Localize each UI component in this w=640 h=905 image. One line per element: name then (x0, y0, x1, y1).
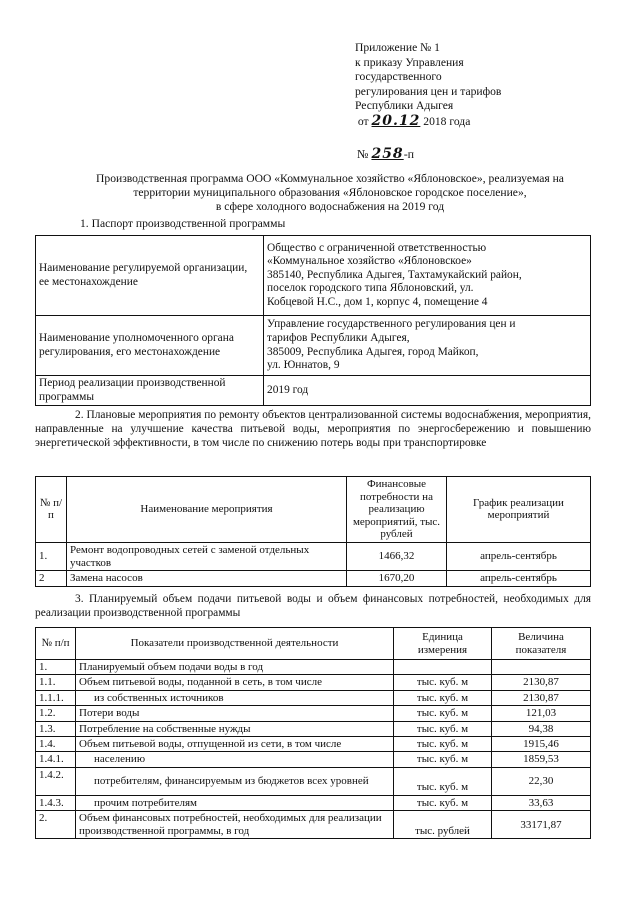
col-header-unit: Единица измерения (394, 628, 492, 660)
table-header-row (36, 628, 591, 660)
passport-label: Период реализации производственной программы (36, 376, 264, 406)
table-row: 2 Замена насосов 1670,20 апрель-сентябрь (36, 571, 591, 587)
col-header-finance: Финансовые потребности на реализацию мероприятий, тыс. рублей (347, 477, 447, 543)
appendix-line: Республики Адыгея (355, 99, 454, 113)
handwritten-number: 258 (371, 146, 404, 162)
table-header-row (36, 477, 591, 543)
table-row: 1.4. Объем питьевой воды, отпущенной из сети, в том числе тыс. куб. м 1915,46 (36, 737, 591, 752)
table-row: 1. Ремонт водопроводных сетей с заменой отдельных участков 1466,32 апрель-сентябрь (36, 542, 591, 570)
program-title: Производственная программа ООО «Коммунальное хозяйство «Яблоновское», реализуемая на территории муниципального образования «Яблоновское городское поселение», в сфере холодного водоснабжения на 2019 год (96, 172, 564, 214)
table-row (36, 376, 591, 406)
col-header-schedule: График реализации мероприятий (447, 477, 591, 543)
measures-table (35, 476, 591, 587)
table-row: 1.2. Потери воды тыс. куб. м 121,03 (36, 706, 591, 721)
indicators-table (35, 627, 591, 839)
section1-heading: 1. Паспорт производственной программы (80, 217, 286, 230)
table-row (36, 236, 591, 316)
col-header-num: № п/п (36, 628, 76, 660)
col-header-num: № п/п (36, 477, 67, 543)
table-row (36, 316, 591, 376)
table-row: 1.1.1. из собственных источников тыс. куб. м 2130,87 (36, 690, 591, 705)
appendix-date: от 20.12 2018 года (357, 112, 471, 129)
table-row: 1.4.1. населению тыс. куб. м 1859,53 (36, 752, 591, 767)
table-row: 2. Объем финансовых потребностей, необходимых для реализации производственной программы, в год тыс. рублей 33171,87 (36, 811, 591, 839)
appendix-line: Приложение № 1 (355, 41, 440, 54)
section2-text: 2. Плановые мероприятия по ремонту объектов централизованной системы водоснабжения, мероприятия, направленные на улучшение качества питьевой воды, мероприятия по энергосбережению и повышению энергетической эффективности, в том числе по снижению потерь воды при транспортировке (35, 409, 591, 450)
appendix-line: государственного (355, 70, 442, 84)
handwritten-date: 20.12 (371, 112, 421, 129)
passport-value: Общество с ограниченной ответственностью «Коммунальное хозяйство «Яблоновское» 385140, Республика Адыгея, Тахтамукайский район, поселок городского типа Яблоновский, ул. Кобцевой Н.С., дом 1, корпус 4, помещение 4 (264, 236, 591, 316)
passport-label: Наименование регулируемой организации, ее местонахождение (36, 236, 264, 316)
table-row: 1.4.3. прочим потребителям тыс. куб. м 33,63 (36, 795, 591, 810)
col-header-value: Величина показателя (492, 628, 591, 660)
col-header-name: Наименование мероприятия (67, 477, 347, 543)
table-row: 1. Планируемый объем подачи воды в год (36, 660, 591, 675)
table-row: 1.4.2. потребителям, финансируемым из бюджетов всех уровней тыс. куб. м 22,30 (36, 767, 591, 795)
passport-value: Управление государственного регулирования цен и тарифов Республики Адыгея, 385009, Республика Адыгея, город Майкоп, ул. Юннатов, 9 (264, 316, 591, 376)
appendix-line: к приказу Управления (355, 55, 464, 69)
appendix-header (355, 41, 615, 130)
table-row: 1.1. Объем питьевой воды, поданной в сеть, в том числе тыс. куб. м 2130,87 (36, 675, 591, 690)
section3-text: 3. Планируемый объем подачи питьевой воды и объем финансовых потребностей, необходимых для реализации производственной программы (35, 593, 591, 620)
col-header-indicator: Показатели производственной деятельности (76, 628, 394, 660)
appendix-line: регулирования цен и тарифов (355, 84, 502, 98)
passport-label: Наименование уполномоченного органа регулирования, его местонахождение (36, 316, 264, 376)
order-number: № 258-п (357, 146, 415, 162)
passport-value: 2019 год (264, 376, 591, 406)
table-row: 1.3. Потребление на собственные нужды тыс. куб. м 94,38 (36, 721, 591, 736)
passport-table (35, 235, 591, 406)
